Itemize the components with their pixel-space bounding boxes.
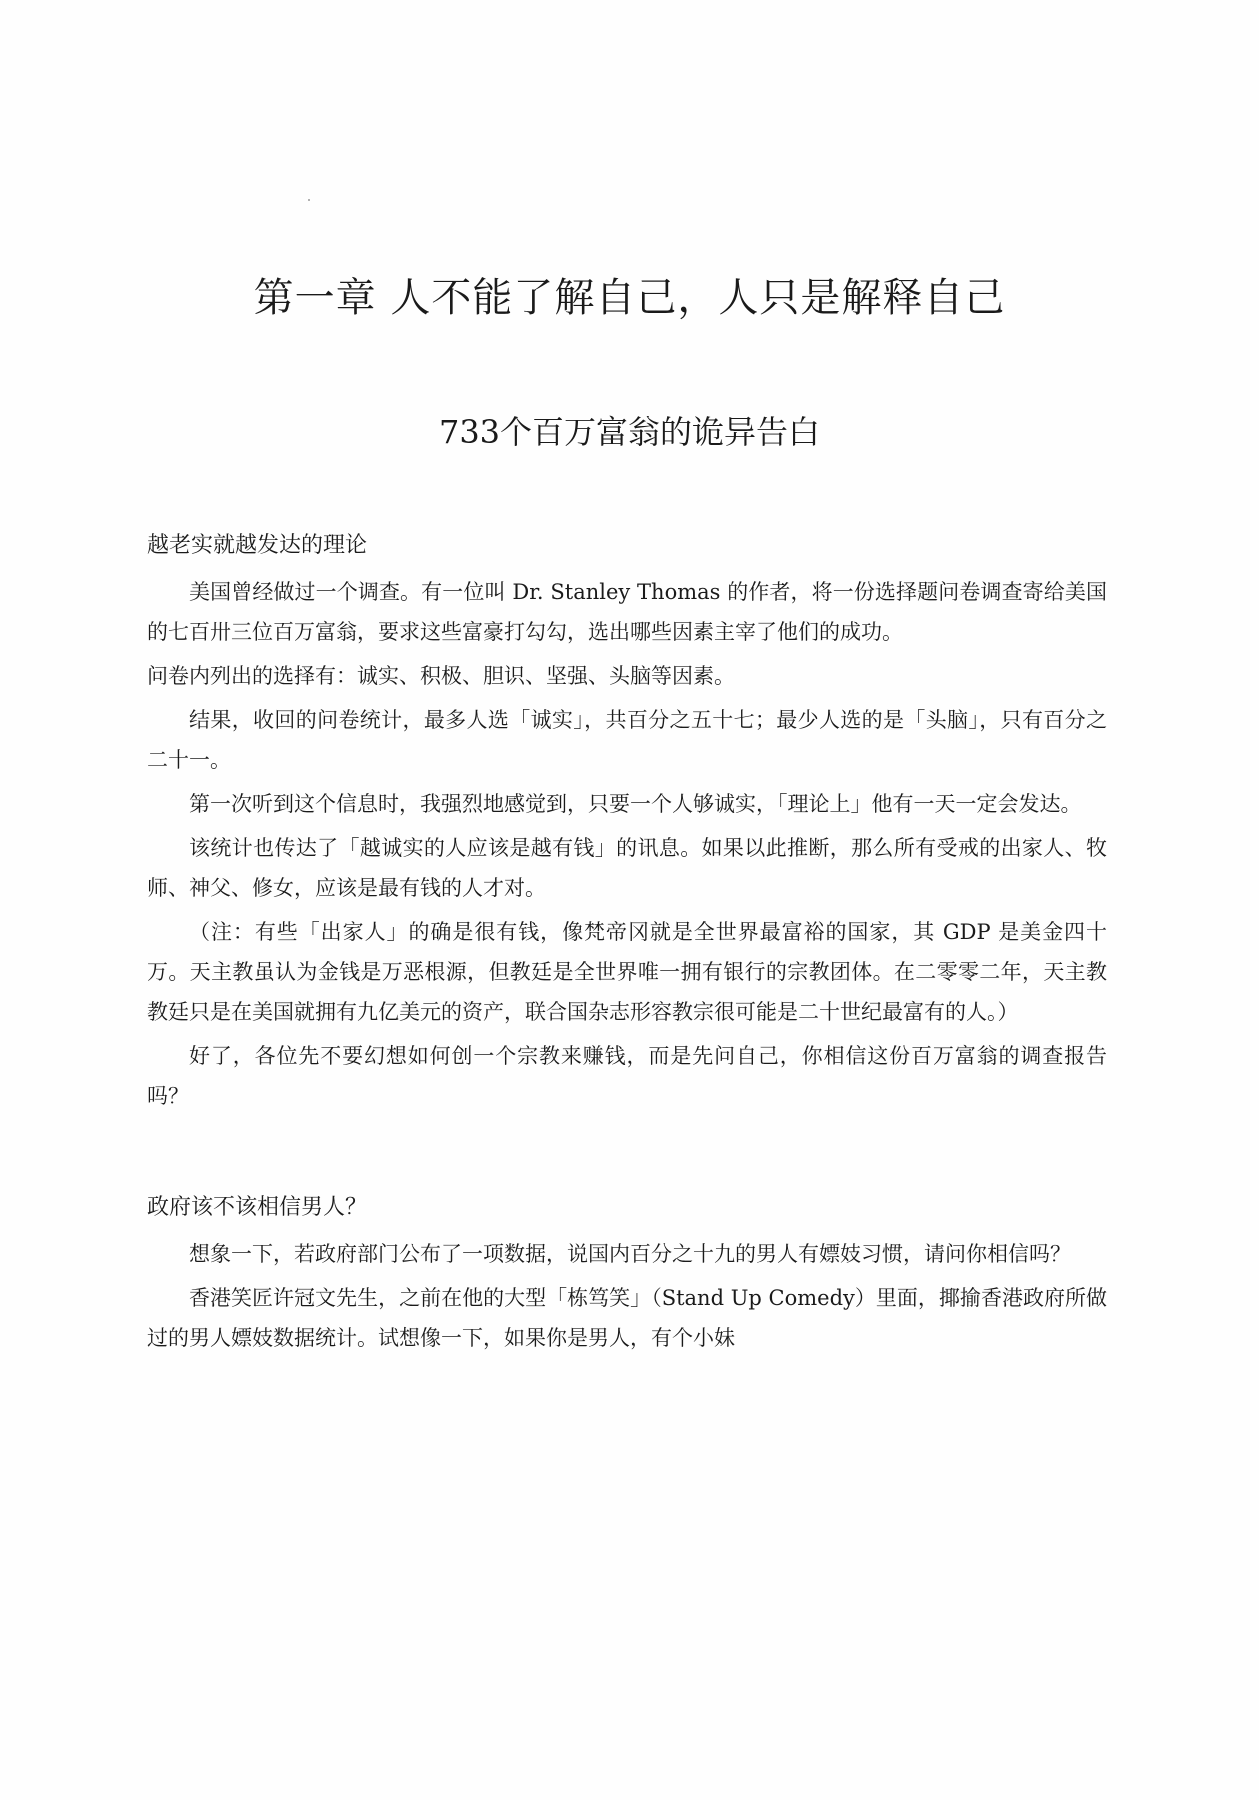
subsection-heading: 政府该不该相信男人？ — [147, 1195, 368, 1220]
chapter-title: 第一章 人不能了解自己，人只是解释自己 — [253, 275, 1006, 321]
page-body — [147, 526, 1107, 1358]
paragraph: 想象一下，若政府部门公布了一项数据，说国内百分之十九的男人有嫖妓习惯，请问你相信吗？ — [189, 1242, 1071, 1266]
paragraph: 结果，收回的问卷统计，最多人选「诚实」，共百分之五十七；最少人选的是「头脑」，只有百分之二十一。 — [147, 708, 1107, 772]
section-title: 733个百万富翁的诡异告白 — [438, 413, 821, 451]
note-paragraph: （注：有些「出家人」的确是很有钱，像梵帝冈就是全世界最富裕的国家，其 GDP 是美金四十万。天主教虽认为金钱是万恶根源，但教廷是全世界唯一拥有银行的宗教团体。在二零零二年，天主教教廷只是在美国就拥有九亿美元的资产，联合国杂志形容教宗很可能是二十世纪最富有的人。） — [147, 920, 1107, 1024]
paragraph: 第一次听到这个信息时，我强烈地感觉到，只要一个人够诚实，「理论上」他有一天一定会发达。 — [189, 792, 1082, 816]
section-gap — [147, 1116, 1107, 1188]
subsection-honesty — [147, 526, 1107, 1116]
paragraph: 好了，各位先不要幻想如何创一个宗教来赚钱，而是先问自己，你相信这份百万富翁的调查报告吗？ — [147, 1044, 1107, 1108]
paragraph: 该统计也传达了「越诚实的人应该是越有钱」的讯息。如果以此推断，那么所有受戒的出家人、牧师、神父、修女，应该是最有钱的人才对。 — [147, 836, 1107, 900]
paragraph: 香港笑匠许冠文先生，之前在他的大型「栋笃笑」（Stand Up Comedy）里面，揶揄香港政府所做过的男人嫖妓数据统计。试想像一下，如果你是男人，有个小妹 — [147, 1286, 1107, 1350]
subsection-government — [147, 1188, 1107, 1358]
scan-speck — [308, 199, 310, 201]
paragraph: 美国曾经做过一个调查。有一位叫 Dr. Stanley Thomas 的作者，将一份选择题问卷调查寄给美国的七百卅三位百万富翁，要求这些富豪打勾勾，选出哪些因素主宰了他们的成功。 — [147, 580, 1107, 644]
paragraph: 问卷内列出的选择有：诚实、积极、胆识、坚强、头脑等因素。 — [147, 664, 735, 688]
subsection-heading: 越老实就越发达的理论 — [147, 533, 368, 558]
